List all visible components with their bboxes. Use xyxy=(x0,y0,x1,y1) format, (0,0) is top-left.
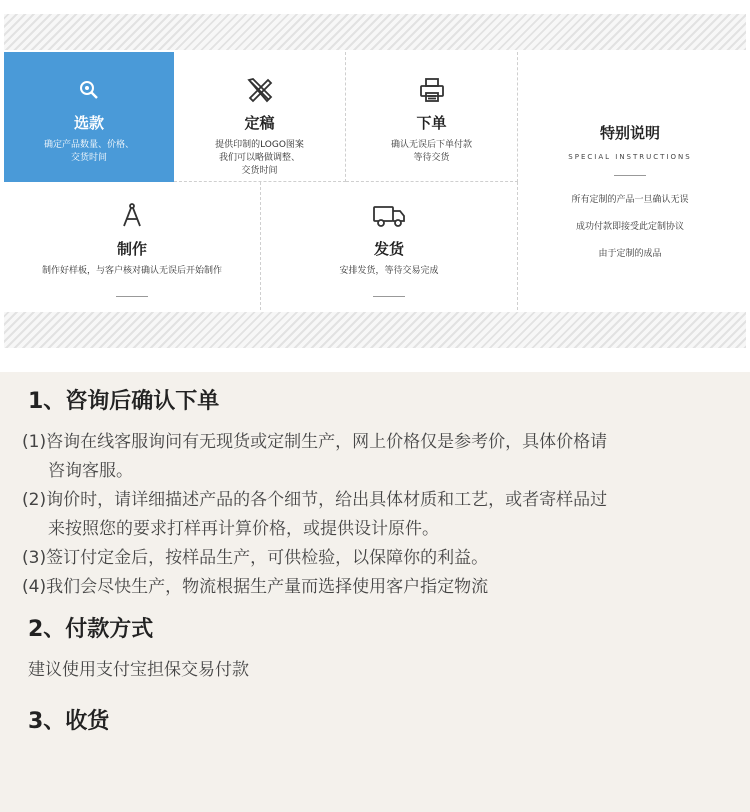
special-instructions xyxy=(518,52,742,310)
instructions-text xyxy=(0,372,750,812)
step-produce[interactable] xyxy=(4,182,261,310)
special-subtitle: SPECIAL INSTRUCTIONS xyxy=(568,153,692,161)
process-panel xyxy=(0,0,750,372)
special-line: 成功付款即接受此定制协议 xyxy=(575,222,684,232)
list-item: (4)我们会尽快生产，物流根据生产量而选择使用客户指定物流 xyxy=(22,577,489,597)
printer-icon xyxy=(418,74,446,106)
divider xyxy=(373,296,405,297)
list-item: (3)签订付定金后，按样品生产，可供检验，以保障你的利益。 xyxy=(22,548,489,568)
payment-text: 建议使用支付宝担保交易付款 xyxy=(28,660,249,680)
special-title: 特别说明 xyxy=(599,124,660,142)
section-heading-2: 2、付款方式 xyxy=(28,617,154,642)
step-title: 制作 xyxy=(116,240,147,258)
pen-ruler-icon xyxy=(246,74,274,106)
truck-icon xyxy=(372,200,406,232)
list-item: (1)咨询在线客服询问有无现货或定制生产，网上价格仅是参考价，具体价格请 咨询客服。 xyxy=(22,432,608,481)
special-line: 由于定制的成品 xyxy=(598,249,662,259)
step-desc: 提供印制的LOGO图案 我们可以略做调整、 交货时间 xyxy=(215,140,304,176)
stripe-band-top xyxy=(4,14,746,50)
list-item: (2)询价时，请详细描述产品的各个细节，给出具体材质和工艺，或者寄样品过 来按照您的要求打样再计算价格，或提供设计原件。 xyxy=(22,490,608,539)
step-select[interactable] xyxy=(4,52,174,182)
step-title: 发货 xyxy=(373,240,404,258)
compass-icon xyxy=(119,200,145,232)
divider xyxy=(116,296,148,297)
special-line: 所有定制的产品一旦确认无误 xyxy=(571,195,689,205)
section-heading-3: 3、收货 xyxy=(28,709,110,734)
step-desc: 确认无误后下单付款 等待交货 xyxy=(390,140,472,163)
divider xyxy=(614,175,646,176)
step-order[interactable] xyxy=(346,52,518,182)
step-title: 定稿 xyxy=(244,114,275,132)
step-desc: 制作好样板，与客户核对确认无误后开始制作 xyxy=(41,266,222,276)
section-heading-1: 1、咨询后确认下单 xyxy=(28,389,220,414)
stripe-band-bottom xyxy=(4,312,746,348)
section-1-list xyxy=(22,428,732,602)
step-title: 下单 xyxy=(416,114,447,132)
step-desc: 安排发货，等待交易完成 xyxy=(339,266,439,276)
step-title: 选款 xyxy=(73,114,104,132)
step-ship[interactable] xyxy=(261,182,518,310)
search-icon xyxy=(77,74,101,106)
step-finalize[interactable] xyxy=(174,52,346,182)
step-desc: 确定产品数量、价格、 交货时间 xyxy=(43,140,134,163)
